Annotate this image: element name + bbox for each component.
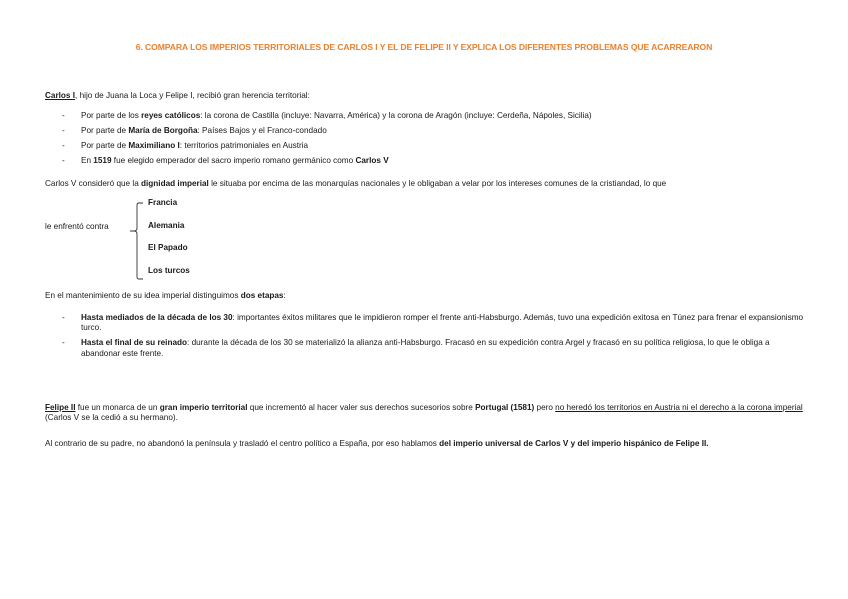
bullet-bold: María de Borgoña — [128, 126, 198, 136]
paragraph-bold: dignidad imperial — [141, 179, 209, 188]
brace-icon — [129, 202, 145, 280]
bullet-dash: - — [62, 126, 65, 136]
bullet-text: Por parte de los — [81, 111, 142, 120]
bullet-bold: Maximiliano I — [128, 141, 180, 151]
carlos-intro-text: , hijo de Juana la Loca y Felipe I, recibió gran herencia territorial: — [75, 91, 310, 100]
bullet-text: : territorios patrimoniales en Austria — [179, 141, 309, 151]
felipe-paragraph — [45, 403, 805, 424]
paragraph-text: fue un monarca de un — [75, 403, 160, 412]
carlos-intro — [45, 91, 805, 101]
paragraph-bold: del imperio universal de Carlos V y del imperio hispánico de Felipe II. — [439, 439, 709, 448]
list-item — [45, 141, 805, 151]
bullet-bold: reyes católicos — [141, 111, 201, 120]
bullet-bold: Hasta el final de su reinado — [81, 338, 188, 348]
bullet-bold: Hasta mediados de la década de los 30 — [81, 313, 233, 322]
etapas-list — [45, 313, 805, 364]
page-title: 6. COMPARA LOS IMPERIOS TERRITORIALES DE CARLOS I Y EL DE FELIPE II Y EXPLICA LOS DIFERENTES PROBLEMAS QUE ACARREARON — [135, 42, 713, 52]
bullet-text: En — [81, 156, 94, 166]
list-item: Francia — [148, 198, 178, 207]
paragraph-underline: no heredó los territorios en Austria ni el derecho a la corona imperial — [555, 403, 803, 412]
bullet-text: Por parte de — [81, 141, 129, 151]
paragraph-bold: Portugal (1581) — [475, 403, 535, 412]
paragraph-text: le situaba por encima de las monarquías nacionales y le obligaban a velar por los intereses comunes de la cristiandad, lo que — [208, 179, 667, 188]
bullet-bold: Carlos V — [355, 156, 389, 166]
paragraph-text: pero — [534, 403, 556, 412]
paragraph-text: : — [283, 291, 286, 300]
list-item: El Papado — [148, 243, 188, 252]
paragraph-text: En el mantenimiento de su idea imperial distinguimos — [45, 291, 241, 300]
bullet-text: : Países Bajos y el Franco-condado — [197, 126, 327, 136]
dignidad-paragraph — [45, 179, 805, 189]
bullet-dash: - — [62, 338, 65, 348]
bullet-dash: - — [62, 141, 65, 151]
bullet-text: fue elegido emperador del sacro imperio romano germánico como — [111, 156, 356, 166]
etapas-intro — [45, 291, 805, 301]
bullet-dash: - — [62, 313, 65, 322]
bullet-text: : importantes éxitos militares que le impidieron romper el frente anti-Habsburgo. Además, tuvo una expedición exitosa en Túnez para frenar el expansionismo turco. — [81, 313, 804, 333]
list-item — [45, 126, 805, 136]
carlos-name: Carlos I — [45, 91, 76, 100]
herencia-list — [45, 111, 805, 171]
list-item: Los turcos — [148, 265, 190, 275]
bullet-dash: - — [62, 156, 65, 166]
bullet-text: : la corona de Castilla (incluye: Navarra, América) y la corona de Aragón (incluye: Cerdeña, Nápoles, Sicilia) — [200, 111, 592, 120]
enfrento-label: le enfrentó contra — [45, 222, 109, 231]
bullet-text: : durante la década de los 30 se materializó la alianza anti-Habsburgo. Fracasó en su expedición contra Argel y fracasó en su política religiosa, lo que le obliga a abandonar este frente. — [81, 338, 770, 358]
paragraph-bold: dos etapas — [240, 291, 284, 300]
felipe-name: Felipe II — [45, 403, 76, 412]
enemies-brace — [45, 198, 345, 288]
list-item: Alemania — [148, 220, 185, 230]
paragraph-text: (Carlos V se la cedió a su hermano). — [45, 413, 178, 423]
paragraph-text: que incrementó al hacer valer sus derechos sucesorios sobre — [247, 403, 476, 412]
felipe-paragraph-2 — [45, 439, 805, 449]
paragraph-bold: gran imperio territorial — [159, 403, 248, 412]
list-item — [45, 338, 805, 359]
paragraph-text: Carlos V consideró que la — [45, 179, 142, 188]
bullet-bold: 1519 — [93, 156, 112, 166]
bullet-dash: - — [62, 111, 65, 120]
list-item — [45, 156, 805, 166]
bullet-text: Por parte de — [81, 126, 129, 136]
list-item — [45, 313, 805, 334]
paragraph-text: Al contrario de su padre, no abandonó la península y trasladó el centro político a España, por eso hablamos — [45, 439, 440, 448]
enemies-list — [148, 198, 190, 288]
list-item — [45, 111, 805, 121]
